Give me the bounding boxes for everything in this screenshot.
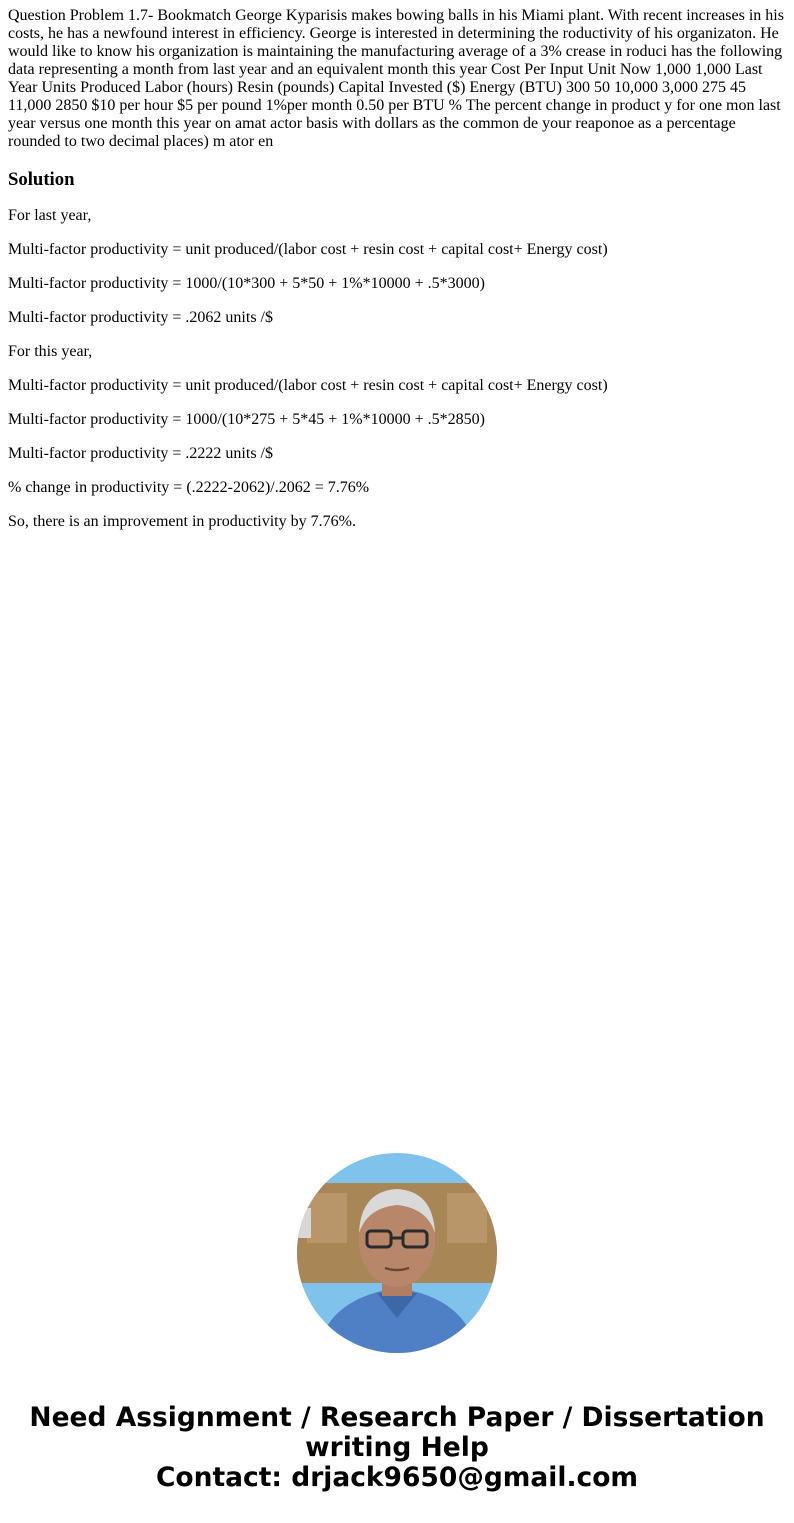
solution-line: Multi-factor productivity = unit produced/(labor cost + resin cost + capital cost+ Energy cost) — [8, 241, 608, 258]
banner-line: Need Assignment / Research Paper / Dissertation — [29, 1402, 765, 1433]
contact-email: Contact: drjack9650@gmail.com — [155, 1462, 639, 1493]
solution-line: Multi-factor productivity = .2062 units /$ — [8, 309, 273, 326]
banner-line: writing Help — [305, 1432, 489, 1463]
question-text: Question Problem 1.7- Bookmatch George Kyparisis makes bowing balls in his Miami plant. With recent increases in his costs, he has a newfound interest in efficiency. George is interested in determining the roductivity of his organizaton. He would like to know his organization is maintaining the manufacturing average of a 3% crease in roduci has the following data representing a month from last year and an equivalent month this year Cost Per Input Unit Now 1,000 1,000 Last Year Units Produced Labor (hours) Resin (pounds) Capital Invested ($) Energy (BTU) 300 50 10,000 3,000 275 45 11,000 2850 $10 per hour $5 per pound 1%per month 0.50 per BTU % The percent change in product y for one mon last year versus one month this year on amat actor basis with dollars as the common de your reaponoe as a percentage rounded to two decimal places) m ator en — [8, 7, 784, 150]
contact-banner — [0, 1403, 794, 1493]
solution-line: For this year, — [8, 343, 93, 360]
solution-line: Multi-factor productivity = .2222 units /$ — [8, 445, 273, 462]
author-photo — [297, 1153, 497, 1353]
solution-line: % change in productivity = (.2222-2062)/.2062 = 7.76% — [8, 479, 370, 496]
solution-line: For last year, — [8, 207, 92, 224]
author-portrait-icon — [297, 1153, 497, 1353]
solution-line: Multi-factor productivity = 1000/(10*300 + 5*50 + 1%*10000 + .5*3000) — [8, 275, 485, 292]
solution-line: Multi-factor productivity = unit produced/(labor cost + resin cost + capital cost+ Energy cost) — [8, 377, 608, 394]
solution-heading: Solution — [8, 169, 75, 190]
solution-line: So, there is an improvement in productivity by 7.76%. — [8, 513, 356, 530]
document-body — [8, 7, 788, 531]
solution-line: Multi-factor productivity = 1000/(10*275 + 5*45 + 1%*10000 + .5*2850) — [8, 411, 485, 428]
